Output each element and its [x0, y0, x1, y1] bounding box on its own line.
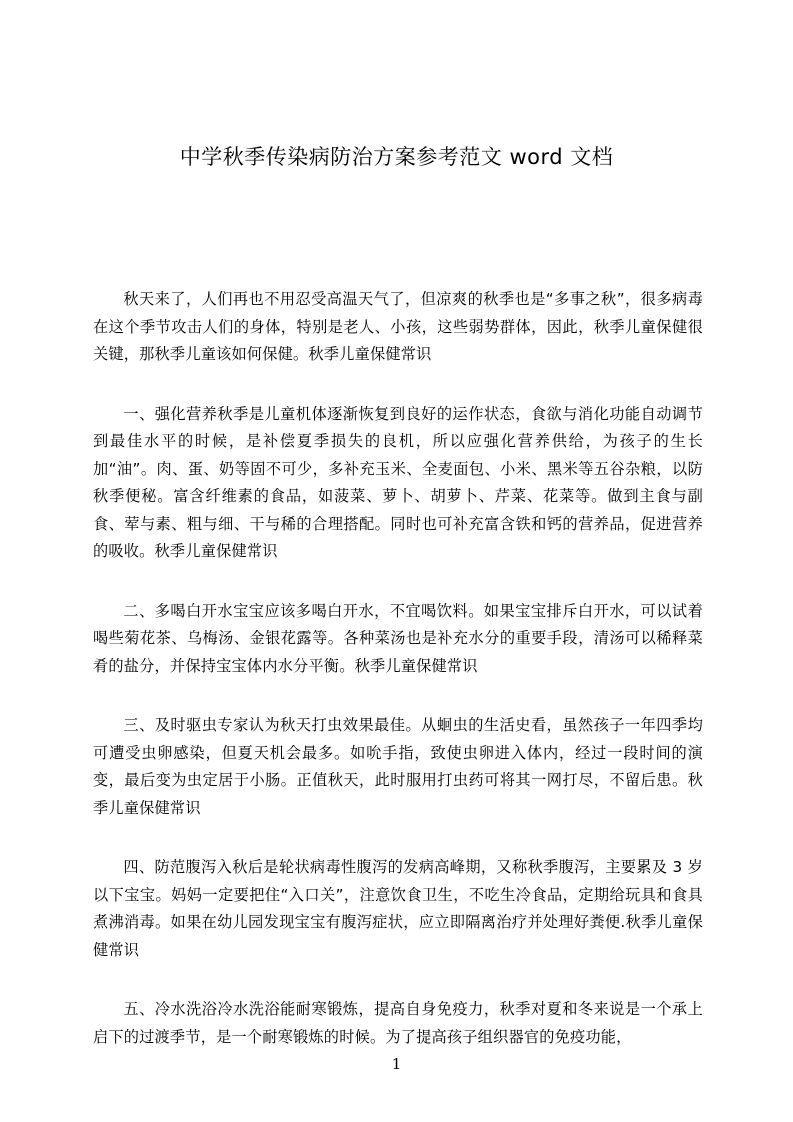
document-title: 中学秋季传染病防治方案参考范文 word 文档 [179, 145, 614, 169]
paragraph-water: 二、多喝白开水宝宝应该多喝白开水，不宜喝饮料。如果宝宝排斥白开水，可以试着喝些菊花茶、乌梅汤、金银花露等。各种菜汤也是补充水分的重要手段，清汤可以稀释菜肴的盐分，并保持宝宝体内水分平衡。秋季儿童保健常识 [93, 601, 703, 675]
paragraph-cold-bath: 五、冷水洗浴冷水洗浴能耐寒锻炼，提高自身免疫力，秋季对夏和冬来说是一个承上启下的过渡季节，是一个耐寒锻炼的时候。为了提高孩子组织器官的免疫功能， [93, 1000, 703, 1046]
document-body [93, 286, 703, 1083]
paragraph-intro: 秋天来了，人们再也不用忍受高温天气了，但凉爽的秋季也是“多事之秋”，很多病毒在这个季节攻击人们的身体，特别是老人、小孩，这些弱势群体，因此，秋季儿童保健很关键，那秋季儿童该如何保健。秋季儿童保健常识 [93, 290, 703, 363]
paragraph-nutrition: 一、强化营养秋季是儿童机体逐渐恢复到良好的运作状态，食欲与消化功能自动调节到最佳水平的时候，是补偿夏季损失的良机，所以应强化营养供给，为孩子的生长加“油”。肉、蛋、奶等固不可少，多补充玉米、全麦面包、小米、黑米等五谷杂粮，以防秋季便秘。富含纤维素的食品，如菠菜、萝卜、胡萝卜、芹菜、花菜等。做到主食与副食、荤与素、粗与细、干与稀的合理搭配。同时也可补充富含铁和钙的营养品，促进营养的吸收。秋季儿童保健常识 [93, 404, 703, 560]
page-number: 1 [391, 1055, 402, 1073]
paragraph-diarrhea: 四、防范腹泻入秋后是轮状病毒性腹泻的发病高峰期，又称秋季腹泻，主要累及 3 岁以下宝宝。妈妈一定要把住“入口关”，注意饮食卫生，不吃生冷食品，定期给玩具和食具煮沸消毒。如果在幼儿园发现宝宝有腹泻症状，应立即隔离治疗并处理好粪便.秋季儿童保健常识 [93, 858, 703, 959]
paragraph-deworming: 三、及时驱虫专家认为秋天打虫效果最佳。从蛔虫的生活史看，虽然孩子一年四季均可遭受虫卵感染，但夏天机会最多。如吮手指，致使虫卵进入体内，经过一段时间的演变，最后变为虫定居于小肠。正值秋天，此时服用打虫药可将其一网打尽，不留后患。秋季儿童保健常识 [93, 716, 703, 817]
